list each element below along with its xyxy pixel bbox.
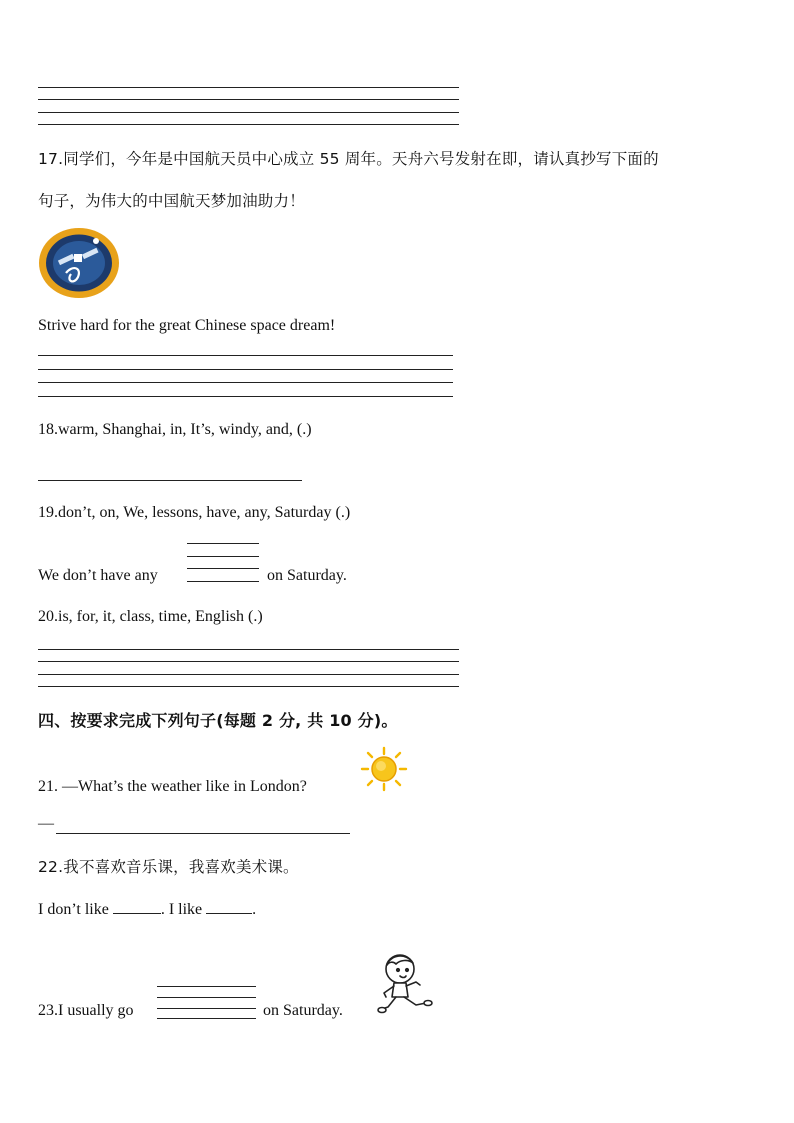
q21-answer-line[interactable] xyxy=(56,833,350,834)
q19-answer-after: on Saturday. xyxy=(267,567,347,584)
q19-prompt: 19.don’t, on, We, lessons, have, any, Saturday (.) xyxy=(38,504,351,521)
q22-answer-row xyxy=(38,899,256,920)
q20-prompt: 20.is, for, it, class, time, English (.) xyxy=(38,608,263,625)
q23-answer-after: on Saturday. xyxy=(263,1002,343,1019)
q22-prompt: 22.我不喜欢音乐课，我喜欢美术课。 xyxy=(38,858,299,876)
q22-blank-2[interactable] xyxy=(206,899,252,914)
q23-answer-before: 23.I usually go xyxy=(38,1002,134,1019)
q18-prompt: 18.warm, Shanghai, in, It’s, windy, and, (.) xyxy=(38,421,312,438)
q22-blank-1[interactable] xyxy=(113,899,161,914)
running-boy-icon xyxy=(376,949,438,1019)
sun-icon xyxy=(360,746,408,792)
q17-sentence: Strive hard for the great Chinese space dream! xyxy=(38,317,336,334)
q17-text-line2: 句子，为伟大的中国航天梦加油助力！ xyxy=(38,192,305,210)
q21-answer-dash: — xyxy=(38,815,54,832)
q17-text-line1: 17.同学们，今年是中国航天员中心成立 55 周年。天舟六号发射在即，请认真抄写下面的 xyxy=(38,150,659,168)
space-mission-badge-icon xyxy=(38,227,120,299)
q22-answer-end: . xyxy=(252,901,257,918)
q22-answer-part1: I don’t like xyxy=(38,901,109,918)
q19-answer-before: We don’t have any xyxy=(38,567,158,584)
q21-prompt: 21. —What’s the weather like in London? xyxy=(38,778,307,795)
section4-heading: 四、按要求完成下列句子(每题 2 分, 共 10 分)。 xyxy=(38,711,398,730)
q18-answer-line[interactable] xyxy=(38,480,302,481)
q22-answer-part2: . I like xyxy=(160,901,203,918)
